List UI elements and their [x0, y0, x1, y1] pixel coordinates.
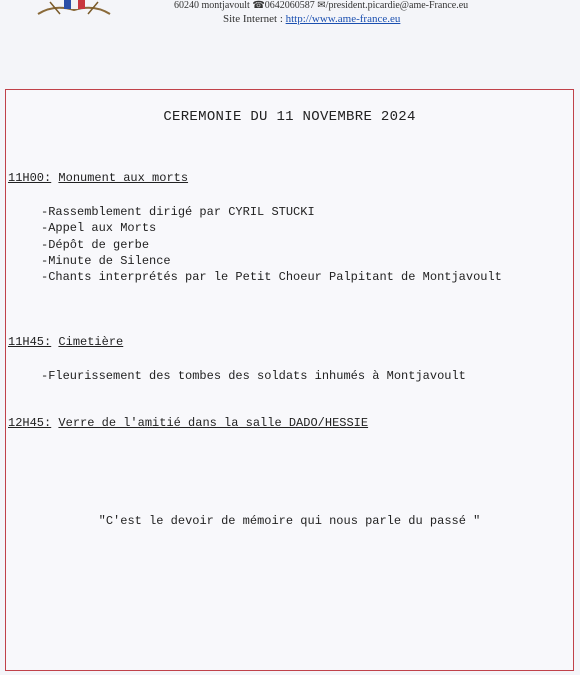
section-place: Cimetière	[58, 335, 124, 349]
section-cemetery-items	[41, 368, 466, 384]
remembrance-quote: "C'est le devoir de mémoire qui nous parle du passé "	[98, 514, 481, 528]
list-item: -Dépôt de gerbe	[41, 237, 150, 252]
list-item: -Chants interprétés par le Petit Choeur Palpitant de Montjavoult	[41, 270, 502, 285]
section-place: Verre de l'amitié dans la salle DADO/HESSIE	[58, 416, 369, 430]
section-monument-items	[41, 204, 502, 285]
website-label: Site Internet :	[223, 13, 286, 25]
list-item: -Fleurissement des tombes des soldats inhumés à Montjavoult	[41, 369, 466, 383]
ceremony-program-box	[5, 89, 574, 671]
document-title: CEREMONIE DU 11 NOVEMBRE 2024	[163, 109, 416, 125]
section-reception	[8, 416, 368, 430]
section-time: 11H45:	[8, 335, 52, 349]
section-time: 12H45:	[8, 416, 52, 430]
association-logo	[34, 0, 114, 18]
letterhead	[0, 0, 580, 30]
list-item: -Rassemblement dirigé par CYRIL STUCKI	[41, 205, 315, 219]
letterhead-website	[223, 13, 400, 25]
section-monument	[8, 171, 188, 185]
section-cemetery	[8, 335, 123, 349]
website-link[interactable]: http://www.ame-france.eu	[285, 13, 401, 25]
section-place: Monument aux morts	[58, 171, 189, 185]
list-item: -Appel aux Morts	[41, 221, 157, 236]
letterhead-address: 60240 montjavoult ☎0642060587 ✉/president.picardie@ame-France.eu	[174, 0, 469, 11]
list-item: -Minute de Silence	[41, 253, 171, 268]
section-time: 11H00:	[8, 171, 52, 185]
